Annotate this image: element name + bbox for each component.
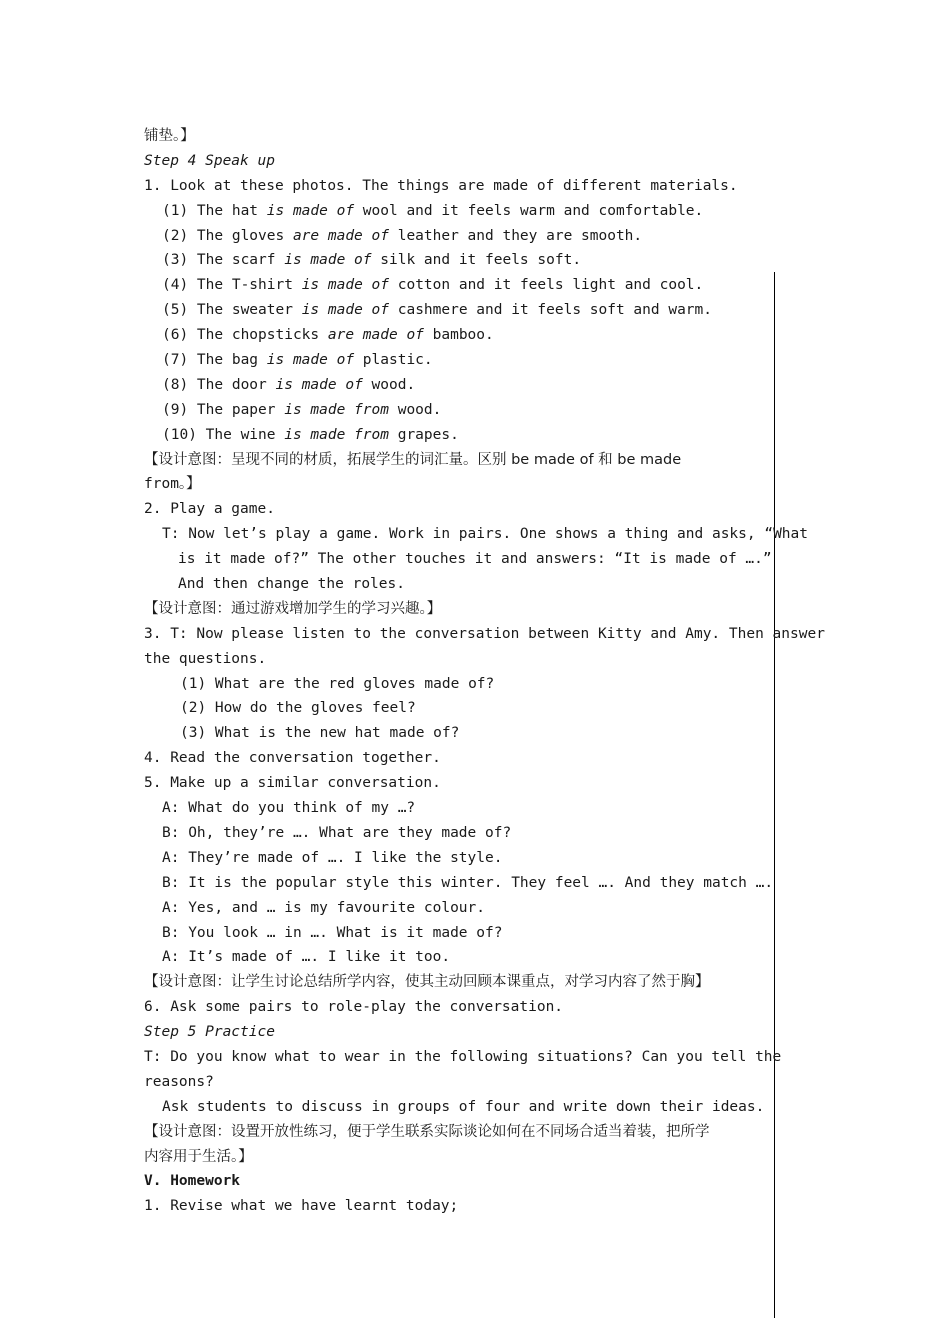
document-body — [144, 124, 825, 1219]
step4-heading: Step 4 Speak up — [144, 152, 275, 169]
game-instruction: And then change the roles. — [178, 576, 405, 593]
design-note-cont: 内容用于生活。】 — [144, 1148, 253, 1165]
item-3: 3. T: Now please listen to the conversation between Kitty and Amy. Then answer — [144, 625, 825, 642]
example-sentence: (2) The gloves are made of leather and they are smooth. — [162, 227, 643, 244]
example-sentence: (9) The paper is made from wood. — [162, 401, 442, 418]
practice-question-cont: reasons? — [144, 1073, 214, 1090]
item-6: 6. Ask some pairs to role-play the conversation. — [144, 999, 564, 1016]
practice-instruction: Ask students to discuss in groups of four and write down their ideas. — [162, 1098, 765, 1115]
homework-heading: V. Homework — [144, 1173, 241, 1190]
item-2: 2. Play a game. — [144, 501, 275, 518]
example-sentence: (10) The wine is made from grapes. — [162, 426, 459, 443]
dialogue-line: A: Yes, and … is my favourite colour. — [162, 899, 486, 916]
game-instruction: is it made of?” The other touches it and answers: “It is made of ….” — [178, 551, 772, 568]
dialogue-line: B: It is the popular style this winter. They feel …. And they match …. — [162, 874, 774, 891]
example-sentence: (5) The sweater is made of cashmere and it feels soft and warm. — [162, 302, 713, 319]
example-sentence: (3) The scarf is made of silk and it feels soft. — [162, 252, 582, 269]
item-4: 4. Read the conversation together. — [144, 750, 441, 767]
item-3-cont: the questions. — [144, 650, 267, 667]
example-sentence: (1) The hat is made of wool and it feels warm and comfortable. — [162, 202, 704, 219]
example-sentence: (6) The chopsticks are made of bamboo. — [162, 327, 494, 344]
design-note: 【设计意图：呈现不同的材质，拓展学生的词汇量。区别 be made of 和 be made — [144, 451, 682, 468]
question: (3) What is the new hat made of? — [180, 725, 460, 742]
practice-question: T: Do you know what to wear in the following situations? Can you tell the — [144, 1048, 782, 1065]
design-note: 【设计意图：通过游戏增加学生的学习兴趣。】 — [144, 600, 442, 617]
dialogue-line: B: Oh, they’re …. What are they made of? — [162, 824, 512, 841]
example-sentence: (4) The T-shirt is made of cotton and it feels light and cool. — [162, 277, 704, 294]
design-note: 【设计意图：设置开放性练习，便于学生联系实际谈论如何在不同场合适当着装，把所学 — [144, 1123, 710, 1140]
design-note-end: 铺垫。】 — [144, 128, 195, 144]
example-sentence: (8) The door is made of wood. — [162, 376, 416, 393]
game-instruction: T: Now let’s play a game. Work in pairs. One shows a thing and asks, “What — [162, 526, 809, 543]
homework-item-1: 1. Revise what we have learnt today; — [144, 1198, 459, 1215]
dialogue-line: A: It’s made of …. I like it too. — [162, 949, 451, 966]
design-note-cont: from。】 — [144, 476, 201, 493]
question: (1) What are the red gloves made of? — [180, 675, 495, 692]
example-sentence: (7) The bag is made of plastic. — [162, 352, 433, 369]
design-note: 【设计意图：让学生讨论总结所学内容，使其主动回顾本课重点，对学习内容了然于胸】 — [144, 974, 710, 991]
item-5: 5. Make up a similar conversation. — [144, 775, 441, 792]
question: (2) How do the gloves feel? — [180, 700, 416, 717]
item-1: 1. Look at these photos. The things are made of different materials. — [144, 177, 738, 194]
dialogue-line: A: They’re made of …. I like the style. — [162, 849, 503, 866]
dialogue-line: A: What do you think of my …? — [162, 800, 416, 817]
step5-heading: Step 5 Practice — [144, 1024, 275, 1041]
dialogue-line: B: You look … in …. What is it made of? — [162, 924, 503, 941]
